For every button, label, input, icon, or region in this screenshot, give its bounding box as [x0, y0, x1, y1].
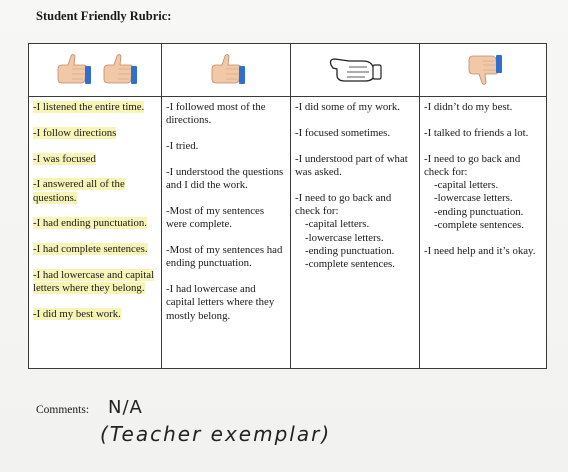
list-item: -I had complete sentences.: [33, 243, 148, 256]
list-item: -I understood part of what was asked.: [295, 152, 408, 178]
page-title: Student Friendly Rubric:: [36, 9, 172, 23]
list-item: -I had lowercase and capital letters where they mostly belong.: [166, 283, 275, 322]
header-thumbs-up-double: [29, 44, 162, 97]
list-item: -I did some of my work.: [295, 101, 400, 113]
list-item: -I focused sometimes.: [295, 126, 391, 139]
list-subitem: -ending punctuation.: [305, 244, 395, 257]
list-item: -Most of my sentences were complete.: [166, 204, 265, 231]
list-item: -I understood the questions and I did the work.: [166, 165, 284, 192]
thumbs-down-icon: [463, 52, 503, 88]
header-thumbs-up: [162, 44, 291, 97]
list-item: -I talked to friends a lot.: [424, 126, 529, 139]
list-item: -I follow directions: [33, 126, 117, 139]
list-item: -I had lowercase and capital letters where they belong.: [33, 269, 155, 295]
list-subitem: -lowercase letters.: [305, 231, 384, 244]
list-item: -I was focused: [33, 152, 96, 165]
list-subitem: -lowercase letters.: [434, 192, 513, 205]
thumbs-up-icon: [52, 53, 92, 87]
list-subitem: -complete sentences.: [434, 219, 524, 232]
list-item: -I need help and it’s okay.: [424, 244, 536, 257]
handwritten-comment: N/A: [108, 397, 143, 418]
list-item: -I did my best work.: [33, 308, 121, 321]
list-item: -I listened the entire time.: [33, 101, 145, 113]
rubric-body-row: [29, 97, 547, 369]
list-subitem: -capital letters.: [305, 218, 370, 231]
handwritten-note: (Teacher exemplar): [100, 422, 332, 446]
header-thumbs-down: [420, 44, 547, 97]
list-item: -I answered all of the questions.: [33, 178, 125, 204]
column-beginning: [420, 97, 547, 369]
list-item: -I need to go back and check for:: [295, 191, 392, 217]
list-subitem: -capital letters.: [434, 179, 499, 192]
list-subitem: -ending punctuation.: [434, 205, 524, 218]
thumbs-sideways-icon: [327, 55, 383, 85]
rubric-header-row: [29, 44, 547, 97]
comments-label: Comments:: [36, 404, 90, 416]
thumbs-up-icon: [98, 53, 138, 87]
column-exceeds: [29, 97, 162, 369]
column-meets: [162, 97, 291, 369]
rubric-table: [28, 43, 547, 369]
list-item: -I tried.: [166, 140, 199, 153]
list-item: -I didn’t do my best.: [424, 101, 513, 113]
list-item: -I had ending punctuation.: [33, 217, 147, 230]
thumbs-up-icon: [206, 53, 246, 87]
list-item: -I followed most of the directions.: [166, 101, 266, 127]
list-item: -I need to go back and check for:: [424, 152, 521, 178]
header-thumbs-sideways: [291, 44, 420, 97]
list-item: -Most of my sentences had ending punctuation.: [166, 244, 283, 270]
column-approaching: [291, 97, 420, 369]
list-subitem: -complete sentences.: [305, 258, 395, 271]
